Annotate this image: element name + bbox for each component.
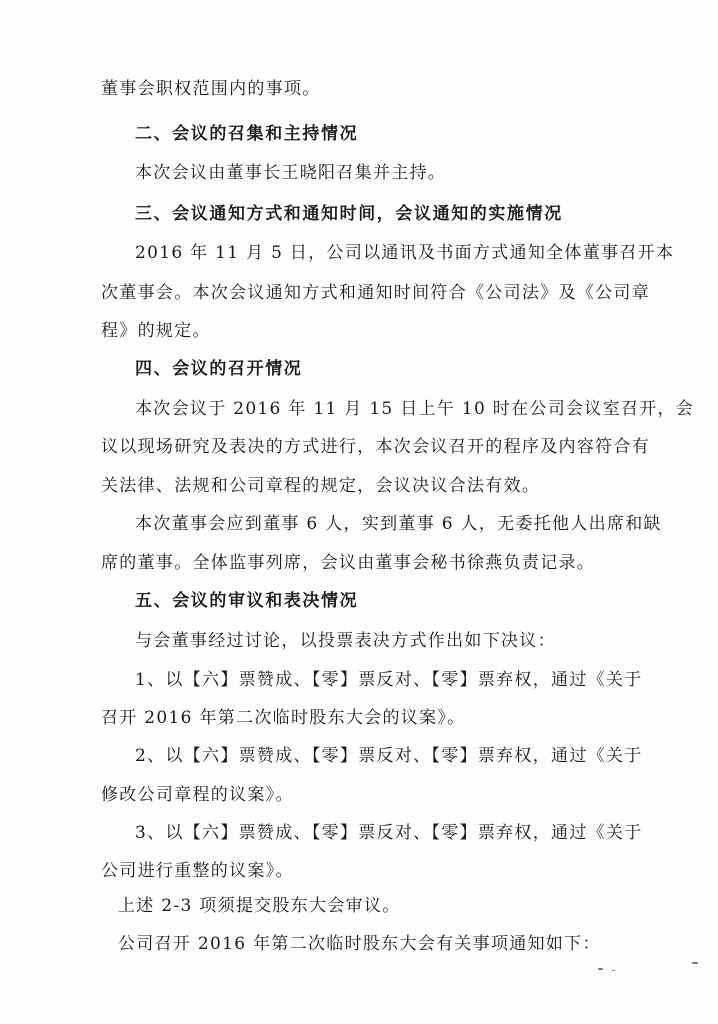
text-line: 关法律、法规和公司章程的规定，会议决议合法有效。 xyxy=(101,476,541,496)
text-line: 席的董事。全体监事列席，会议由董事会秘书徐燕负责记录。 xyxy=(101,553,596,573)
section-heading: 三、会议通知方式和通知时间，会议通知的实施情况 xyxy=(135,204,563,224)
text-line: 本次会议由董事长王晓阳召集并主持。 xyxy=(135,163,447,183)
text-line: 上述 2-3 项须提交股东大会审议。 xyxy=(118,896,401,916)
text-line: 公司进行重整的议案》。 xyxy=(101,861,294,881)
resolution-item: 1、以【六】票赞成、【零】票反对、【零】票弃权，通过《关于 xyxy=(135,670,643,690)
scan-speck xyxy=(692,962,698,964)
text-line: 修改公司章程的议案》。 xyxy=(101,785,294,805)
text-line: 召开 2016 年第二次临时股东大会的议案》。 xyxy=(101,708,466,728)
text-line: 2016 年 11 月 5 日，公司以通讯及书面方式通知全体董事召开本 xyxy=(135,243,675,263)
text-line: 本次会议于 2016 年 11 月 15 日上午 10 时在公司会议室召开，会 xyxy=(135,399,695,419)
scan-speck xyxy=(612,970,615,971)
resolution-item: 3、以【六】票赞成、【零】票反对、【零】票弃权，通过《关于 xyxy=(135,823,643,843)
text-line: 程》的规定。 xyxy=(101,321,211,341)
text-line: 与会董事经过讨论，以投票表决方式作出如下决议： xyxy=(135,631,556,651)
text-line: 公司召开 2016 年第二次临时股东大会有关事项通知如下： xyxy=(118,934,601,954)
text-line: 董事会职权范围内的事项。 xyxy=(101,79,321,99)
section-heading: 四、会议的召开情况 xyxy=(135,359,303,379)
section-heading: 二、会议的召集和主持情况 xyxy=(135,124,359,144)
scan-speck xyxy=(598,968,603,970)
text-line: 次董事会。本次会议通知方式和通知时间符合《公司法》及《公司章 xyxy=(101,283,650,303)
section-heading: 五、会议的审议和表决情况 xyxy=(135,591,359,611)
text-line: 议以现场研究及表决的方式进行，本次会议召开的程序及内容符合有 xyxy=(101,437,650,457)
resolution-item: 2、以【六】票赞成、【零】票反对、【零】票弃权，通过《关于 xyxy=(135,746,643,766)
text-line: 本次董事会应到董事 6 人，实到董事 6 人，无委托他人出席和缺 xyxy=(135,514,662,534)
